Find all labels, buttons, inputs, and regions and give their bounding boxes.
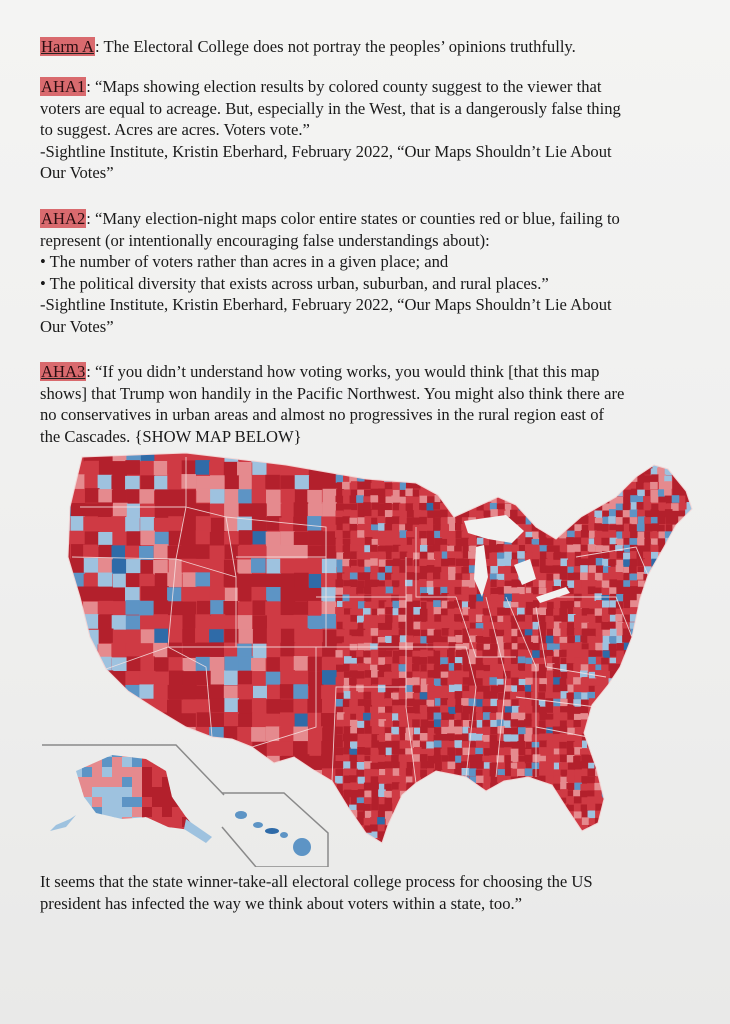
aha2-citation-line-1: -Sightline Institute, Kristin Eberhard, February 2022, “Our Maps Shouldn’t Lie About: [40, 295, 612, 314]
closing-line-2: president has infected the way we think about voters within a state, too.”: [40, 893, 523, 913]
harm-a-text: : The Electoral College does not portray the peoples’ opinions truthfully.: [95, 37, 576, 56]
harm-a-tag: Harm A: [41, 37, 94, 56]
aha2-paragraph: [40, 208, 700, 337]
harm-a-paragraph: [40, 36, 700, 58]
us-county-election-map-image: [36, 447, 700, 867]
aha2-bullet-2: • The political diversity that exists across urban, suburban, and rural places.”: [40, 273, 549, 293]
aha3-paragraph: [40, 361, 700, 447]
aha2-tag: AHA2: [41, 209, 86, 228]
aha1-line-1: [40, 76, 700, 98]
aleutian-islands: [50, 815, 76, 831]
aha3-line-3: no conservatives in urban areas and almost no progressives in the rural region east of: [40, 405, 605, 424]
aha1-citation-line-1: -Sightline Institute, Kristin Eberhard, February 2022, “Our Maps Shouldn’t Lie About: [40, 141, 612, 161]
hawaii-islands: [235, 811, 311, 856]
aha1-tag: AHA1: [41, 77, 86, 96]
aha2-line-1: [40, 208, 700, 230]
aha3-text-1: : “If you didn’t understand how voting works, you would think [that this map: [86, 362, 600, 381]
aha3-tag: AHA3: [41, 362, 86, 381]
us-county-election-map: [36, 447, 700, 867]
closing-paragraph: [40, 871, 700, 914]
alaska-panhandle: [184, 819, 212, 843]
aha3-line-1: [40, 361, 700, 383]
aha1-citation-line-2: Our Votes”: [40, 163, 114, 182]
aha2-line-2: represent (or intentionally encouraging false understandings about):: [40, 230, 490, 250]
aha3-line-2: shows] that Trump won handily in the Pacific Northwest. You might also think there are: [40, 383, 625, 403]
aha1-paragraph: [40, 76, 700, 184]
aha2-citation-line-2: Our Votes”: [40, 316, 114, 336]
aha3-line-4: the Cascades. {SHOW MAP BELOW}: [40, 426, 302, 446]
aha2-text-1: : “Many election-night maps color entire states or counties red or blue, failing to: [86, 209, 620, 228]
harm-a-line: [40, 36, 700, 58]
aha2-bullet-1: • The number of voters rather than acres in a given place; and: [40, 252, 449, 271]
closing-line-1: It seems that the state winner-take-all electoral college process for choosing the US: [40, 872, 593, 891]
aha1-line-2: voters are equal to acreage. But, especially in the West, that is a dangerously false thing: [40, 98, 621, 118]
aha1-line-3: to suggest. Acres are acres. Voters vote.”: [40, 120, 310, 139]
aha1-text-1: : “Maps showing election results by colored county suggest to the viewer that: [86, 77, 602, 96]
